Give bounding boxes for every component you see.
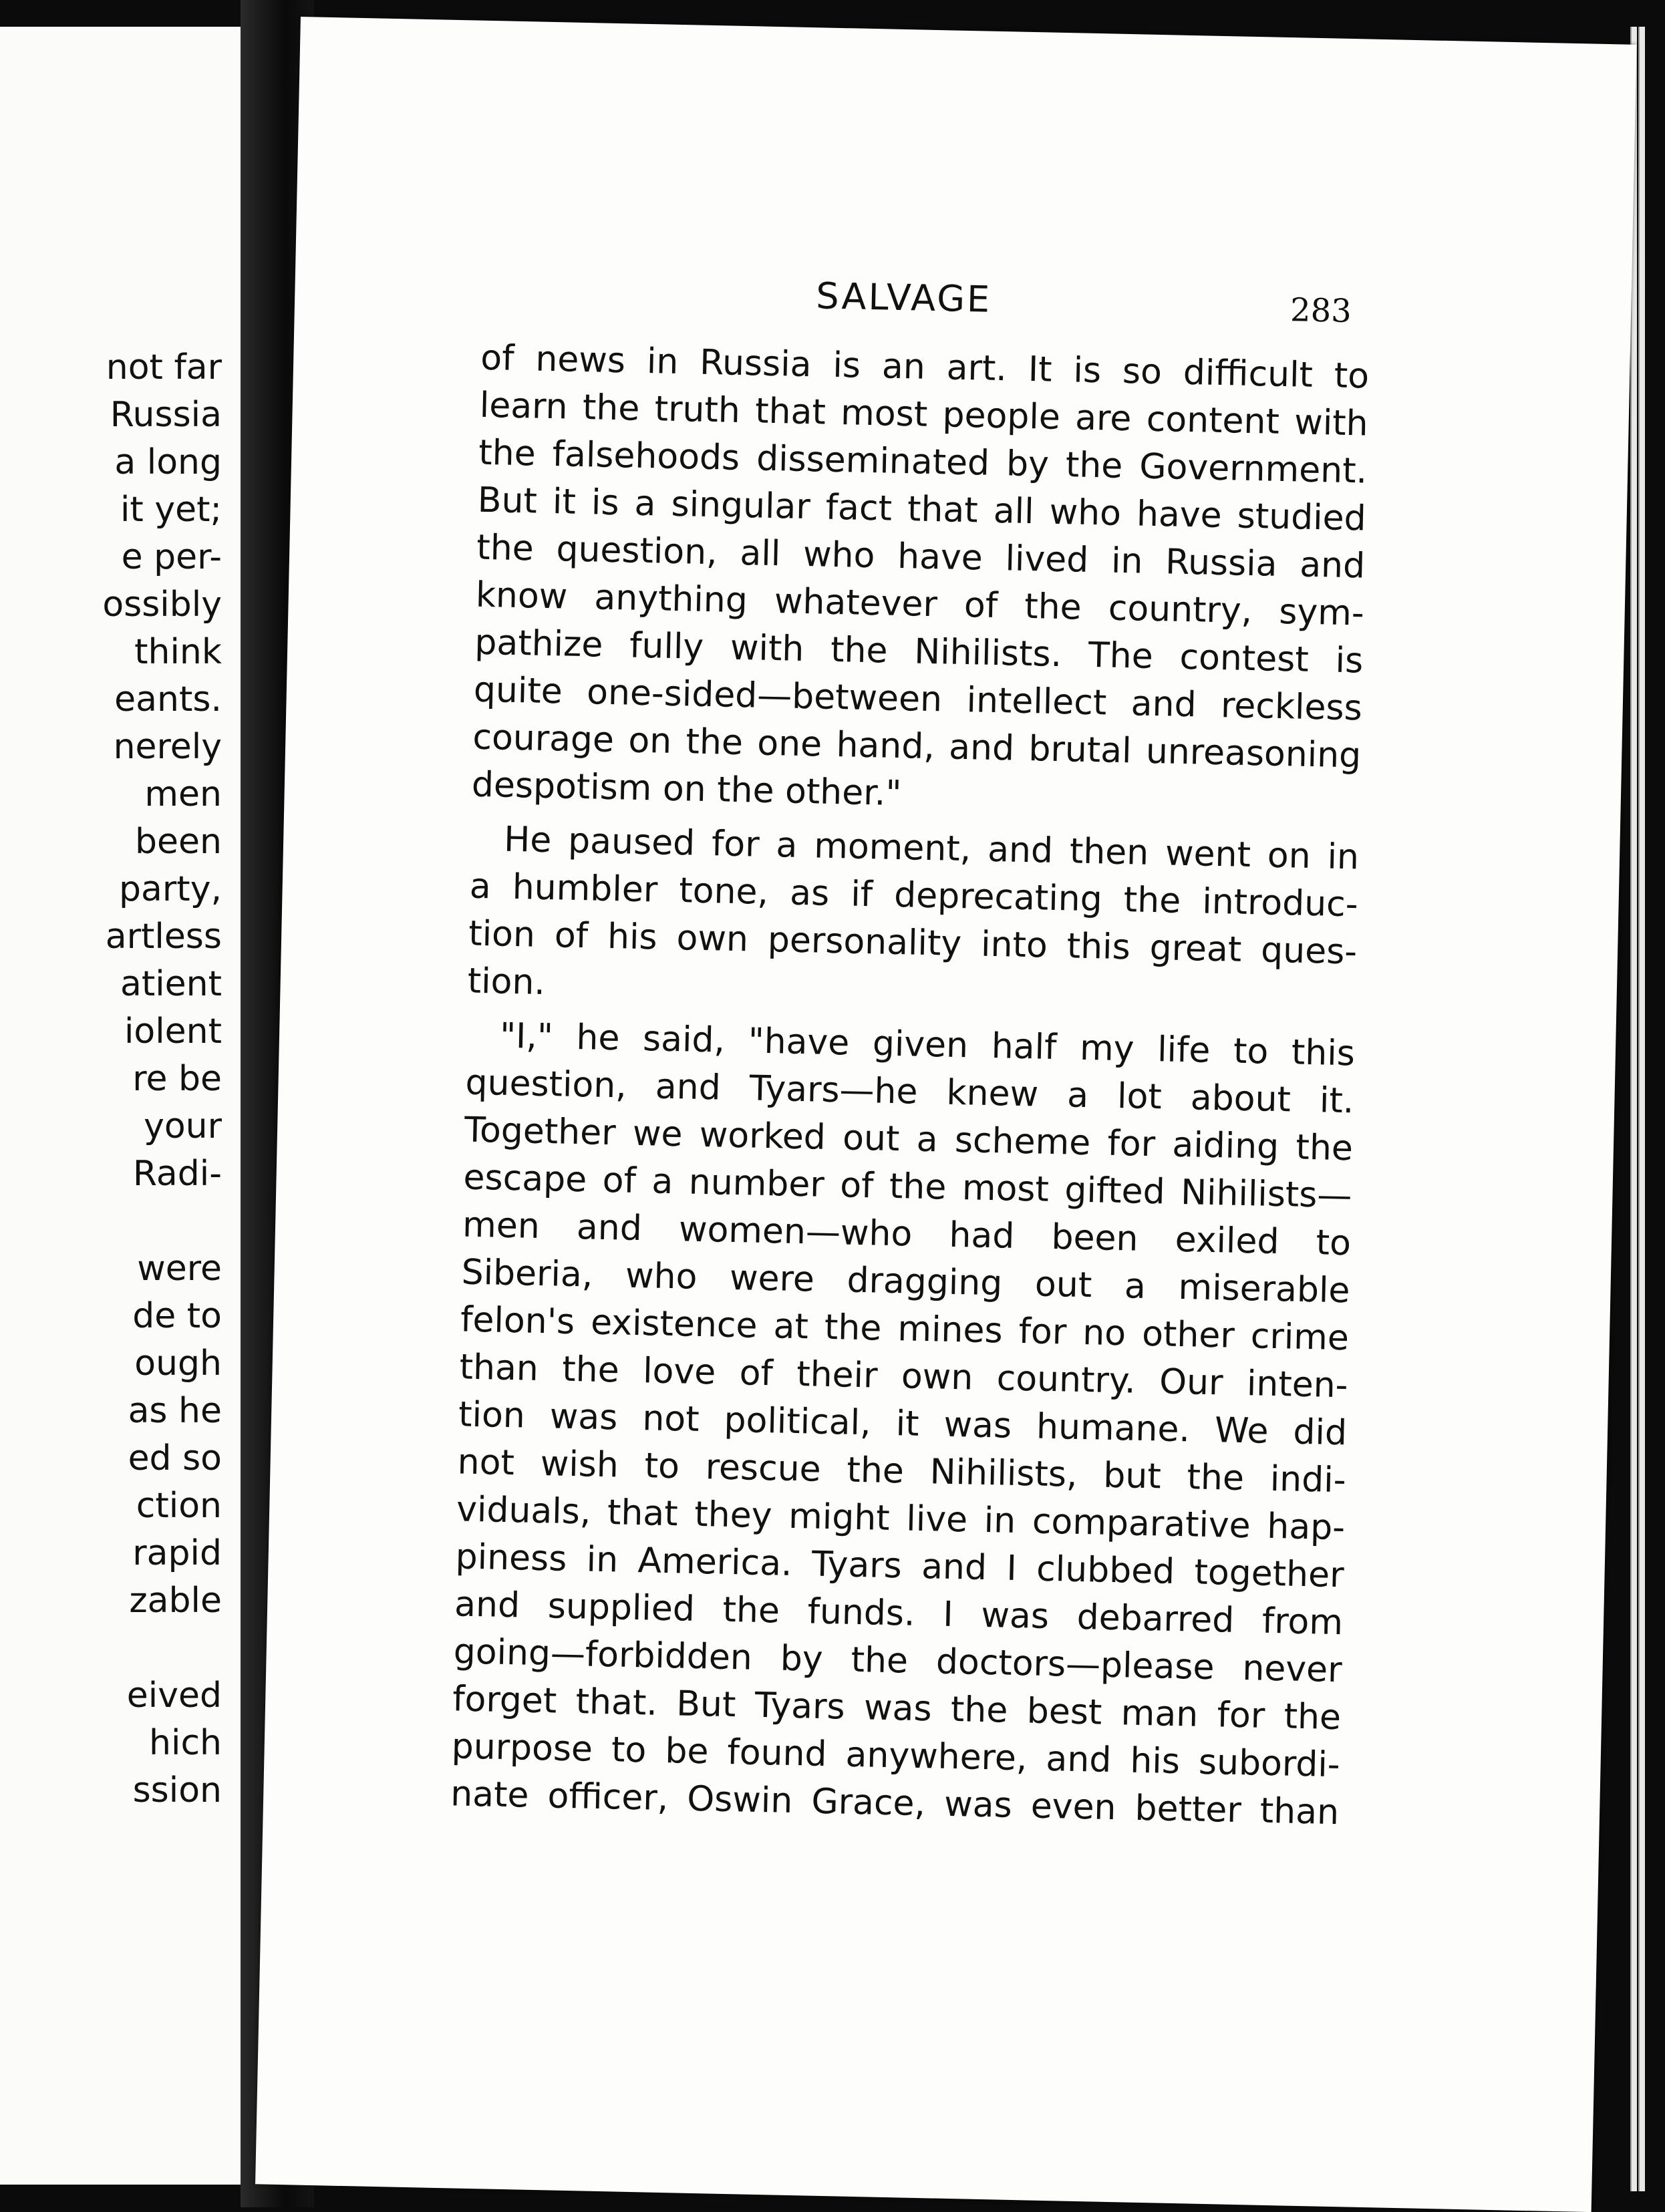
left-page-line: as he	[128, 1391, 222, 1431]
text-line: Together we worked out a scheme for aiding the	[464, 1110, 1354, 1169]
text-line: escape of a number of the most gifted Nihilists—	[463, 1157, 1353, 1217]
left-page-line: zable	[129, 1581, 222, 1621]
left-page-line: think	[134, 632, 222, 672]
left-page-line: eived	[126, 1676, 222, 1716]
text-line: courage on the one hand, and brutal unreasoning	[472, 717, 1362, 776]
text-line: going—forbidden by the doctors—please never	[453, 1631, 1343, 1691]
text-line: But it is a singular fact that all who have studied	[477, 480, 1367, 539]
text-line: nate officer, Oswin Grace, was even better than	[450, 1774, 1340, 1833]
left-page-line: nerely	[113, 727, 222, 767]
text-line: the falsehoods disseminated by the Government.	[478, 432, 1368, 492]
text-line: question, and Tyars—he knew a lot about it.	[465, 1062, 1354, 1122]
text-line: not wish to rescue the Nihilists, but the indi-	[457, 1442, 1347, 1501]
text-line: purpose to be found anywhere, and his subordi-	[451, 1726, 1341, 1786]
text-line: the question, all who have lived in Russia and	[476, 527, 1366, 587]
left-page-line: ossibly	[102, 585, 222, 625]
left-page-line: atient	[120, 964, 222, 1004]
text-line: learn the truth that most people are content with	[479, 385, 1369, 444]
left-page-line: iolent	[124, 1011, 222, 1052]
text-line: felon's existence at the mines for no other crime	[460, 1299, 1350, 1359]
left-page-line: it yet;	[120, 490, 222, 530]
left-page-line: rapid	[132, 1533, 222, 1573]
text-line: Siberia, who were dragging out a miserable	[461, 1252, 1351, 1311]
left-page-line: re be	[132, 1059, 222, 1099]
text-line: forget that. But Tyars was the best man for the	[452, 1679, 1342, 1738]
left-page-line: ssion	[132, 1770, 222, 1810]
right-page	[255, 17, 1637, 2212]
text-line: than the love of their own country. Our inten-	[459, 1347, 1349, 1406]
running-head: SALVAGE	[815, 275, 992, 321]
left-page-line: de to	[132, 1296, 222, 1336]
text-line: quite one-sided—between intellect and reckless	[473, 669, 1363, 729]
left-page-line: a long	[114, 442, 222, 482]
left-page-line: party,	[119, 869, 222, 909]
body-text	[450, 335, 1370, 1837]
left-page-line: Russia	[110, 395, 222, 435]
text-line: of news in Russia is an art. It is so difficult to	[480, 337, 1370, 397]
text-line: He paused for a moment, and then went on in	[503, 819, 1360, 878]
left-page-line: your	[144, 1106, 222, 1146]
left-page-line: e per-	[121, 537, 222, 577]
left-page-line: men	[144, 774, 222, 814]
left-page-line: hich	[149, 1723, 222, 1763]
text-line: "I," he said, "have given half my life to this	[499, 1015, 1356, 1074]
page-number: 283	[1290, 291, 1352, 331]
text-line: men and women—who had been exiled to	[462, 1205, 1352, 1264]
text-line: know anything whatever of the country, sym-	[475, 575, 1365, 634]
left-page-line: not far	[106, 347, 222, 387]
left-page-line: were	[137, 1249, 222, 1289]
left-page-line: ough	[134, 1344, 222, 1384]
text-line: tion was not political, it was humane. We did	[458, 1394, 1348, 1454]
text-line: pathize fully with the Nihilists. The contest is	[474, 622, 1364, 681]
left-page-line: ction	[136, 1486, 222, 1526]
page-edge	[1638, 27, 1645, 2191]
text-line: tion.	[467, 961, 546, 1003]
left-page-line: eants.	[114, 679, 222, 720]
left-page-line: artless	[105, 917, 222, 957]
left-page-line: ed so	[128, 1438, 222, 1478]
text-line: a humbler tone, as if deprecating the introduc-	[469, 866, 1359, 925]
page-edge	[1630, 27, 1637, 2191]
text-line: viduals, that they might live in comparative hap-	[456, 1489, 1346, 1549]
text-line: tion of his own personality into this great ques-	[468, 913, 1358, 973]
text-line: piness in America. Tyars and I clubbed together	[455, 1537, 1345, 1596]
left-page-line: Radi-	[132, 1154, 222, 1194]
left-page	[0, 27, 241, 2185]
left-page-line: been	[135, 822, 222, 862]
text-line: despotism on the other."	[471, 764, 902, 814]
text-line: and supplied the funds. I was debarred from	[454, 1584, 1344, 1643]
